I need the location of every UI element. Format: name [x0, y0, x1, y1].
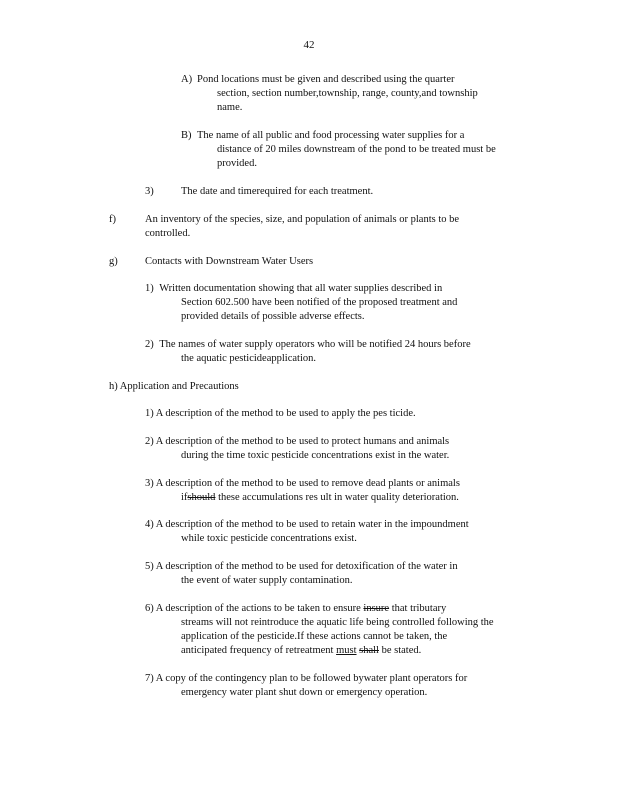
text-line: 7) A copy of the contingency plan to be followed bywater plant operators for [145, 673, 468, 684]
text-line: name. [217, 102, 243, 113]
item-marker-a: A) [181, 74, 193, 85]
item-marker-f: f) [109, 214, 116, 225]
h-item-6 [145, 602, 494, 658]
text-line: 3) A description of the method to be used to remove dead plants or animals [145, 478, 460, 489]
pond-item-b [197, 129, 496, 171]
text-line: Pond locations must be given and described using the quarter [197, 74, 455, 85]
item-marker: 1) [145, 283, 154, 294]
text-line: streams will not reintroduce the aquatic life being controlled following the [181, 617, 494, 628]
text-line [145, 644, 494, 658]
h-item-1 [145, 407, 416, 421]
text-fragment: these accumulations res ult in water quality deterioration. [215, 492, 459, 503]
text-line: 5) A description of the method to be used for detoxification of the water in [145, 561, 458, 572]
section-heading-h: h) Application and Precautions [109, 381, 239, 392]
text-line: while toxic pesticide concentrations exist. [181, 533, 357, 544]
h-item-4 [145, 518, 469, 546]
text-line: An inventory of the species, size, and population of animals or plants to be [145, 214, 460, 225]
h-item-5 [145, 560, 458, 588]
h-item-7 [145, 672, 467, 700]
section-heading-g: Contacts with Downstream Water Users [145, 256, 314, 267]
text-line: The name of all public and food processing water supplies for a [197, 130, 465, 141]
text-line: The names of water supply operators who will be notified 24 hours before [159, 339, 471, 350]
item-marker-b: B) [181, 130, 192, 141]
text-line: distance of 20 miles downstream of the pond to be treated must be [217, 144, 496, 155]
struck-text: shall [359, 645, 379, 656]
item-marker-3: 3) [145, 186, 154, 197]
text-line: section, section number,township, range, county,and township [217, 88, 478, 99]
item-marker: 2) [145, 339, 154, 350]
text-line: 4) A description of the method to be used to retain water in the impoundment [145, 519, 469, 530]
item-marker-g: g) [109, 256, 118, 267]
g-item-2 [145, 338, 471, 366]
text-line: provided details of possible adverse effects. [181, 311, 365, 322]
text-line: controlled. [145, 228, 191, 239]
page-number: 42 [303, 39, 315, 51]
item-f [145, 213, 459, 241]
text-line: 1) A description of the method to be used to apply the pes ticide. [145, 408, 416, 419]
underlined-text: must [336, 645, 357, 656]
struck-text: insure [363, 603, 390, 614]
text-fragment: anticipated frequency of retreatment [181, 645, 337, 656]
h-item-2 [145, 435, 449, 463]
pond-item-a [197, 73, 478, 115]
text-line: the aquatic pesticideapplication. [181, 353, 316, 364]
text-line: application of the pesticide.If these actions cannot be taken, the [181, 631, 448, 642]
text-line: during the time toxic pesticide concentrations exist in the water. [181, 450, 450, 461]
text-line: provided. [217, 158, 257, 169]
text-line [145, 602, 494, 616]
text-fragment: be stated. [378, 645, 422, 656]
text-fragment: if [181, 492, 188, 503]
text-fragment: 6) A description of the actions to be taken to ensure [145, 603, 364, 614]
text-line: emergency water plant shut down or emergency operation. [181, 687, 428, 698]
h-item-3 [145, 477, 460, 505]
text-line: the event of water supply contamination. [181, 575, 353, 586]
text-line: 2) A description of the method to be used to protect humans and animals [145, 436, 450, 447]
text-line [145, 491, 460, 505]
g-item-1 [145, 282, 457, 324]
item-3-text: The date and timerequired for each treatment. [181, 186, 374, 197]
text-fragment: that tributary [389, 603, 447, 614]
text-line: Written documentation showing that all water supplies described in [159, 283, 443, 294]
text-line: Section 602.500 have been notified of the proposed treatment and [181, 297, 458, 308]
struck-text: should [187, 492, 216, 503]
